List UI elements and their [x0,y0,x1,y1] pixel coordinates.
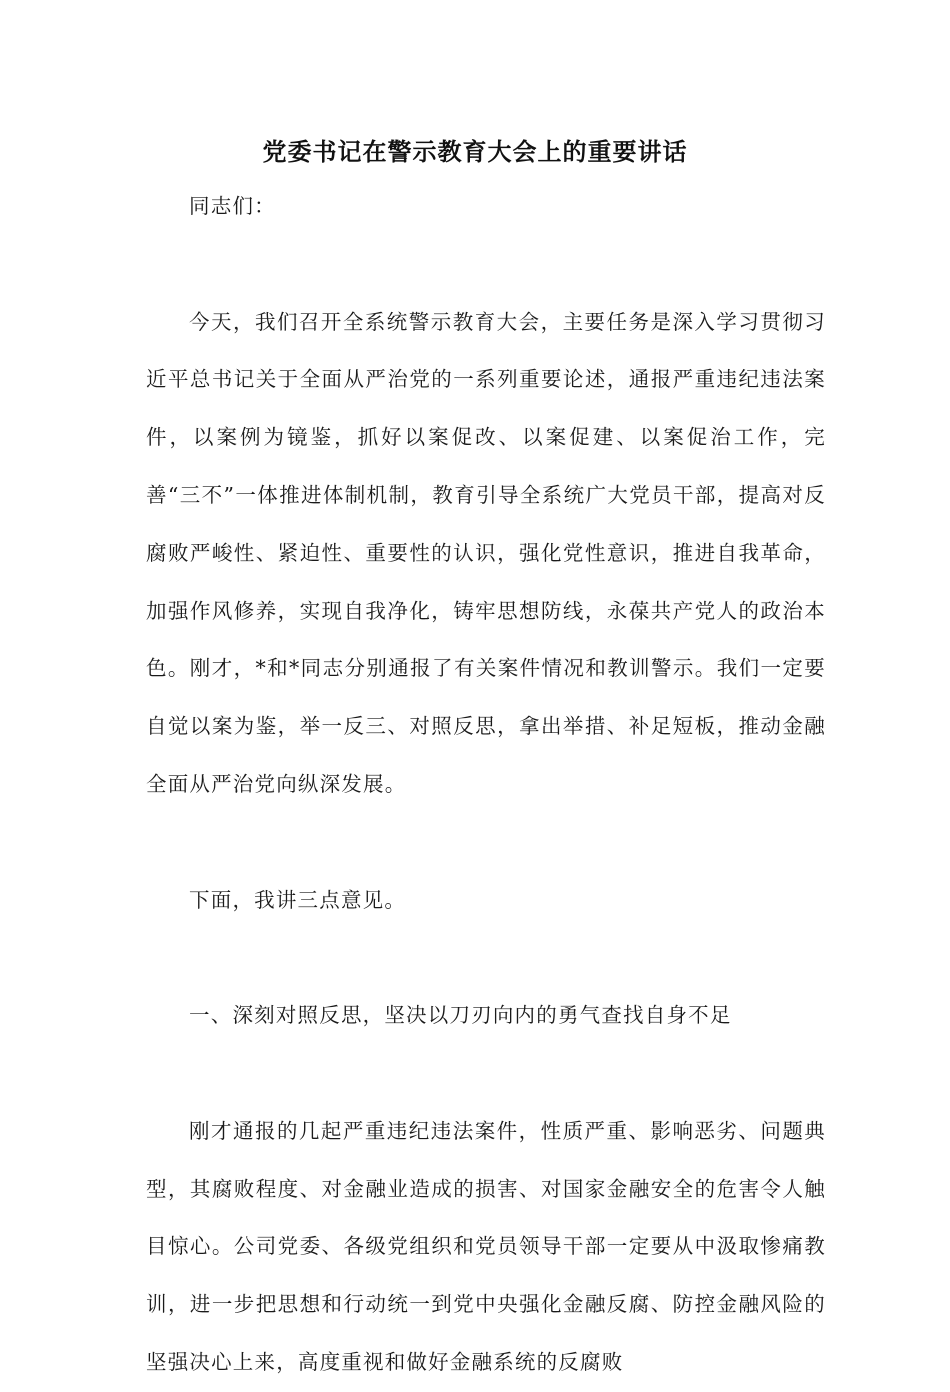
document-title: 党委书记在警示教育大会上的重要讲话 [262,137,688,166]
paragraph-intro-points: 下面，我讲三点意见。 [189,887,407,912]
greeting: 同志们： [189,194,276,218]
document-body [146,178,826,1392]
section-heading-1: 一、深刻对照反思，坚决以刀刃向内的勇气查找自身不足 [189,1003,732,1028]
paragraph-opening: 今天，我们召开全系统警示教育大会，主要任务是深入学习贯彻习近平总书记关于全面从严治党的一系列重要论述，通报严重违纪违法案件，以案例为镜鉴，抓好以案促改、以案促建、以案促治工作，完善“三不”一体推进体制机制，教育引导全系统广大党员干部，提高对反腐败严峻性、紧迫性、重要性的认识，强化党性意识，推进自我革命，加强作风修养，实现自我净化，铸牢思想防线，永葆共产党人的政治本色。刚才，*和*同志分别通报了有关案件情况和教训警示。我们一定要自觉以案为鉴，举一反三、对照反思，拿出举措、补足短板，推动金融全面从严治党向纵深发展。 [146,309,826,796]
paragraph-section-1: 刚才通报的几起严重违纪违法案件，性质严重、影响恶劣、问题典型，其腐败程度、对金融业造成的损害、对国家金融安全的危害令人触目惊心。公司党委、各级党组织和党员领导干部一定要从中汲取惨痛教训，进一步把思想和行动统一到党中央强化金融反腐、防控金融风险的坚强决心上来，高度重视和做好金融系统的反腐败 [146,1118,826,1374]
